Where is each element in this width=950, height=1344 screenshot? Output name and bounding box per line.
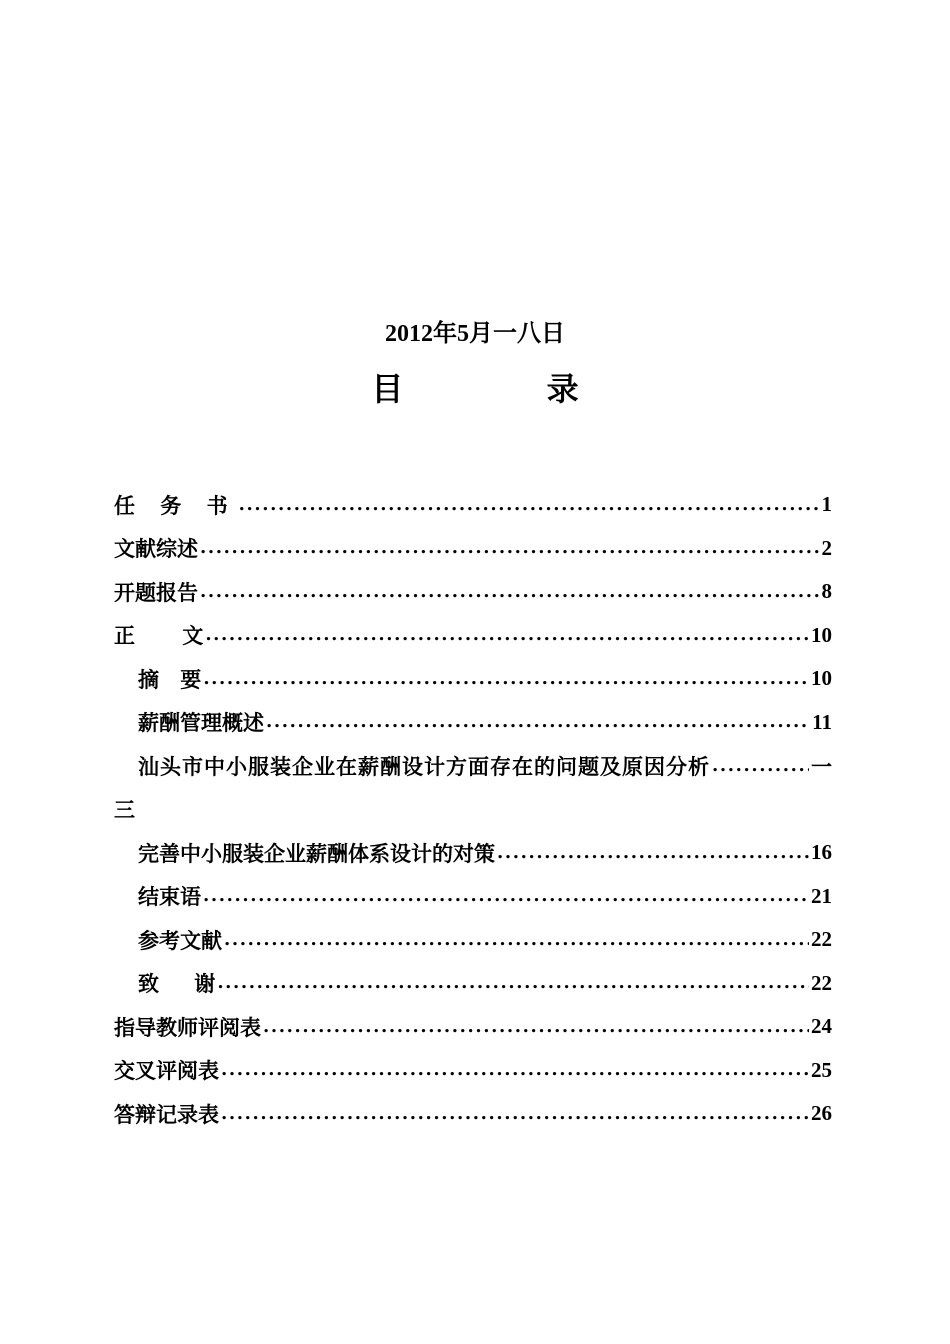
toc-leader-dots — [200, 579, 820, 605]
toc-entry-conclusion[interactable] — [114, 875, 832, 919]
toc-entry-label: 结束语 — [138, 884, 201, 910]
toc-entry-label: 参考文献 — [138, 927, 222, 953]
toc-entry-page: 24 — [811, 1014, 832, 1039]
toc-leader-dots — [217, 970, 809, 996]
toc-entry-label: 交叉评阅表 — [114, 1058, 219, 1084]
toc-entry-page: 11 — [812, 709, 832, 734]
toc-entry-page: 25 — [811, 1057, 832, 1082]
toc-leader-dots — [205, 622, 809, 648]
toc-entry-page: 16 — [811, 840, 832, 865]
toc-entry-problems-analysis[interactable] — [114, 744, 832, 788]
toc-entry-advisor-review[interactable] — [114, 1005, 832, 1049]
toc-leader-dots — [712, 753, 809, 779]
toc-leader-dots — [203, 666, 809, 692]
toc-entry-label: 任 务 书 — [114, 492, 237, 518]
toc-entry-label: 指导教师评阅表 — [114, 1014, 261, 1040]
toc-entry-page: 一 — [811, 754, 832, 779]
toc-entry-page: 2 — [821, 535, 832, 560]
toc-entry-page: 26 — [811, 1101, 832, 1126]
toc-entry-literature-review[interactable] — [114, 527, 832, 571]
toc-entry-page: 21 — [811, 883, 832, 908]
toc-entry-page: 22 — [811, 970, 832, 995]
toc-entry-page: 22 — [811, 927, 832, 952]
toc-leader-dots — [239, 492, 820, 518]
toc-entry-label: 完善中小服装企业薪酬体系设计的对策 — [138, 840, 495, 866]
toc-entry-proposal[interactable] — [114, 570, 832, 614]
toc-leader-dots — [266, 709, 810, 735]
table-of-contents — [114, 483, 832, 1136]
toc-entry-label: 汕头市中小服装企业在薪酬设计方面存在的问题及原因分析 — [138, 753, 710, 779]
toc-leader-dots — [263, 1014, 809, 1040]
toc-entry-assignment[interactable] — [114, 483, 832, 527]
toc-entry-label: 文献综述 — [114, 536, 198, 562]
toc-entry-salary-overview[interactable] — [114, 701, 832, 745]
toc-entry-page: 10 — [811, 666, 832, 691]
toc-entry-references[interactable] — [114, 918, 832, 962]
toc-entry-countermeasures[interactable] — [114, 831, 832, 875]
toc-leader-dots — [224, 927, 809, 953]
toc-entry-main-text[interactable] — [114, 614, 832, 658]
toc-entry-abstract[interactable] — [114, 657, 832, 701]
toc-leader-dots — [200, 535, 820, 561]
toc-entry-defense-record[interactable] — [114, 1092, 832, 1136]
toc-entry-label: 致 谢 — [138, 971, 216, 997]
toc-entry-label: 摘 要 — [138, 666, 202, 692]
toc-entry-label: 正 文 — [114, 623, 204, 649]
toc-entry-cross-review[interactable] — [114, 1049, 832, 1093]
toc-leader-dots — [221, 1101, 809, 1127]
toc-entry-acknowledgements[interactable] — [114, 962, 832, 1006]
toc-entry-page: 10 — [811, 622, 832, 647]
toc-leader-dots — [497, 840, 809, 866]
document-date: 2012年5月一八日 — [385, 321, 565, 347]
toc-leader-dots — [203, 883, 809, 909]
toc-title: 目 录 — [371, 370, 645, 408]
toc-entry-page: 8 — [821, 579, 832, 604]
toc-leader-dots — [221, 1057, 809, 1083]
toc-entry-label: 答辩记录表 — [114, 1101, 219, 1127]
toc-entry-page: 1 — [821, 492, 832, 517]
toc-entry-label: 薪酬管理概述 — [138, 710, 264, 736]
toc-entry-page-continuation: 三 — [114, 797, 135, 823]
toc-entry-label: 开题报告 — [114, 579, 198, 605]
